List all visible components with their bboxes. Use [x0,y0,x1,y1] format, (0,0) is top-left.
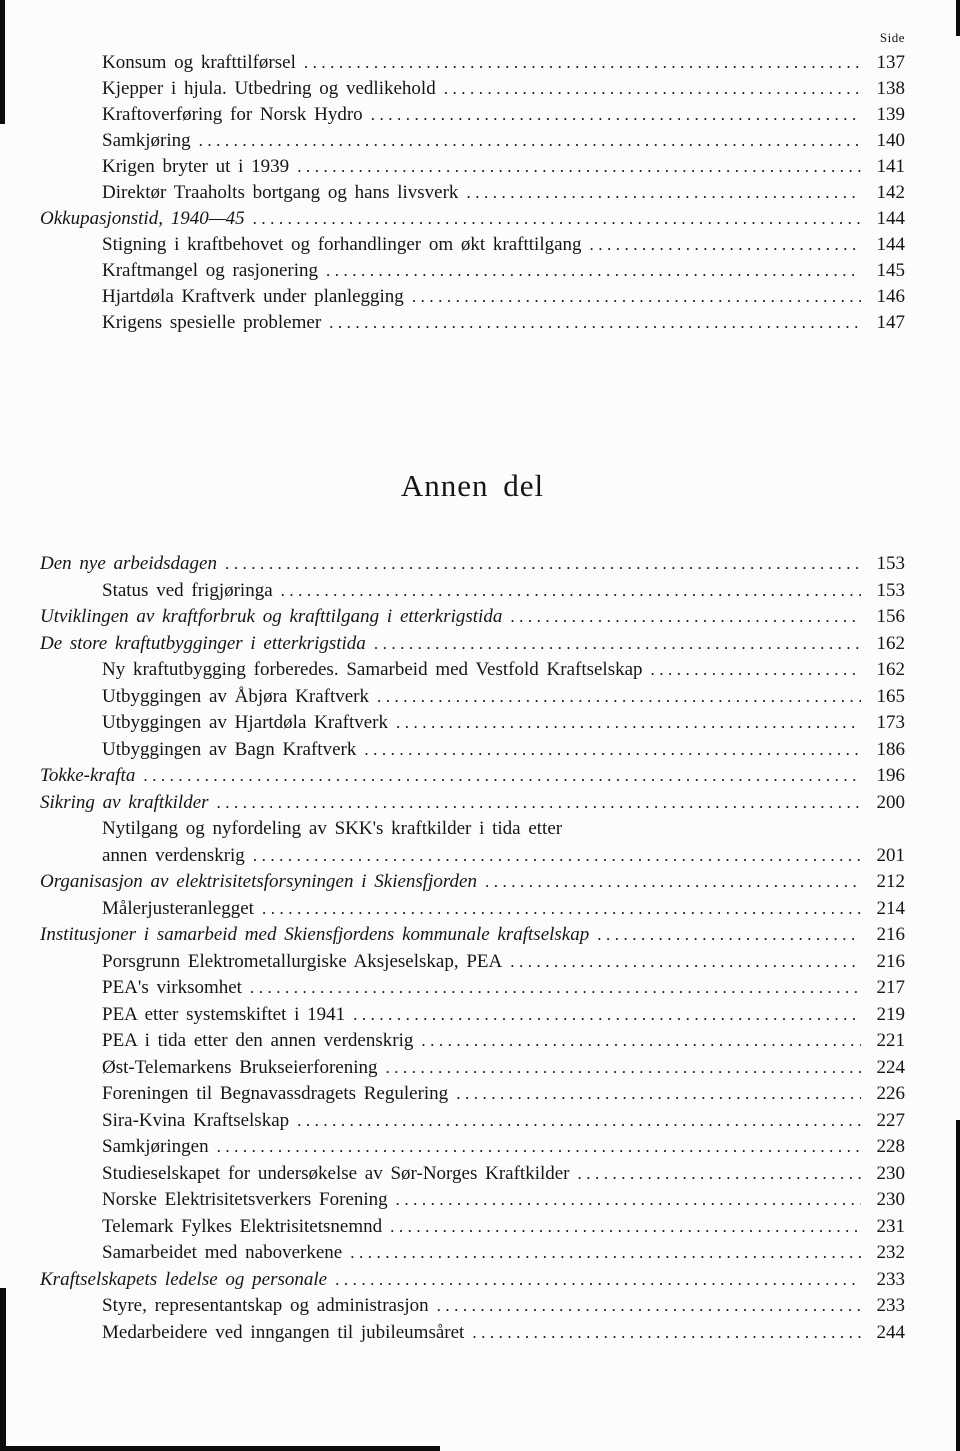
toc-entry-text: Utviklingen av kraftforbruk og krafttilgang i etterkrigstida [40,606,503,627]
toc-entry [40,1189,905,1216]
toc-entry [40,659,905,686]
toc-entry-text: Krigens spesielle problemer [102,312,322,333]
dot-leader [335,1269,861,1291]
toc-entry [40,1136,905,1163]
toc-entry-page: 146 [876,286,905,307]
dot-leader [590,234,861,256]
dot-leader [578,1163,861,1185]
toc-entry [40,1216,905,1243]
dot-leader [651,659,861,681]
toc-entry-text: Utbyggingen av Bagn Kraftverk [102,738,357,760]
toc-entry-page: 200 [876,791,905,813]
toc-entry [40,845,905,872]
dot-leader [329,312,861,334]
toc-entry-text: Institusjoner i samarbeid med Skiensfjordens kommunale kraftselskap [40,924,590,945]
dot-leader [386,1057,862,1079]
toc-entry-text: Norske Elektrisitetsverkers Forening [102,1189,388,1210]
toc-entry [40,1083,905,1110]
toc-entry [40,712,905,739]
toc-entry-text: Status ved frigjøringa [102,579,273,601]
toc-entry-page: 219 [876,1003,905,1025]
toc-entry [40,633,905,660]
toc-entry-text: PEA i tida etter den annen verdenskrig [102,1030,414,1051]
dot-leader [253,845,861,867]
toc-entry-text: Kjepper i hjula. Utbedring og vedlikehold [102,78,436,99]
page-column-header: Side [879,30,905,45]
toc-entry-page: 231 [876,1215,905,1237]
toc-entry [40,130,905,156]
toc-entry-page: 216 [876,950,905,972]
toc-entry-page: 153 [876,579,905,601]
toc-entry-page: 186 [876,738,905,760]
toc-entry-page: 140 [876,130,905,151]
toc-entry [40,765,905,792]
toc-entry [40,977,905,1004]
dot-leader [143,765,861,787]
dot-leader [371,104,861,126]
toc-entry [40,792,905,819]
toc-entry-page: 232 [876,1242,905,1263]
toc-section-part2 [40,553,905,1348]
dot-leader [199,130,861,152]
toc-entry-page: 233 [876,1295,905,1316]
toc-entry-text: Sikring av kraftkilder [40,791,209,813]
toc-entry-page: 196 [876,765,905,786]
toc-entry-text: PEA's virksomhet [102,977,242,998]
toc-entry [40,182,905,208]
toc-entry [40,818,905,845]
toc-entry-page: 145 [876,260,905,281]
toc-entry [40,1110,905,1137]
toc-entry-text: Medarbeidere ved inngangen til jubileumsåret [102,1321,465,1343]
toc-entry-page: 221 [876,1030,905,1051]
dot-leader [510,951,861,973]
dot-leader [225,553,861,575]
toc-entry-page: 138 [876,78,905,99]
dot-leader [353,1004,861,1026]
toc-entry-text: Telemark Fylkes Elektrisitetsnemnd [102,1215,383,1237]
toc-entry-text: Samkjøring [102,130,191,151]
dot-leader [250,977,861,999]
toc-entry-text: Direktør Traaholts bortgang og hans livsverk [102,182,459,203]
toc-entry-page: 230 [876,1162,905,1184]
toc-entry-page: 230 [876,1189,905,1210]
toc-entry [40,606,905,633]
dot-leader [412,286,861,308]
dot-leader [377,686,861,708]
toc-entry-text: Okkupasjonstid, 1940—45 [40,208,245,229]
dot-leader [364,739,861,761]
toc-entry [40,52,905,78]
scan-edge-artifact [956,0,960,36]
dot-leader [485,871,861,893]
dot-leader [444,78,861,100]
toc-entry [40,871,905,898]
toc-entry-text: Sira-Kvina Kraftselskap [102,1109,290,1131]
dot-leader [217,1136,861,1158]
dot-leader [374,633,861,655]
toc-entry-text: Krigen bryter ut i 1939 [102,156,290,177]
toc-entry [40,1057,905,1084]
toc-entry-page: 212 [876,871,905,892]
toc-entry [40,312,905,338]
toc-entry-page: 162 [876,659,905,680]
toc-entry-text: Kraftoverføring for Norsk Hydro [102,104,363,125]
toc-entry-text: Øst-Telemarkens Brukseierforening [102,1056,378,1078]
scan-edge-artifact [0,1288,6,1451]
section-heading: Annen del [400,468,545,503]
toc-entry-page: 165 [876,685,905,707]
dot-leader [396,712,861,734]
toc-entry [40,1004,905,1031]
toc-entry-page: 226 [876,1083,905,1104]
toc-entry-text: Samkjøringen [102,1136,209,1157]
toc-entry-page: 141 [876,156,905,177]
toc-entry-page: 147 [876,312,905,333]
toc-entry [40,1269,905,1296]
toc-entry-text: Nytilgang og nyfordeling av SKK's kraftkilder i tida etter [102,818,563,839]
dot-leader [390,1216,861,1238]
toc-entry-page: 173 [876,712,905,733]
dot-leader [456,1083,861,1105]
toc-entry-text: Utbyggingen av Åbjøra Kraftverk [102,685,370,707]
toc-entry-text: Styre, representantskap og administrasjon [102,1295,429,1316]
toc-entry-page: 217 [876,977,905,998]
scan-edge-artifact [0,0,5,124]
toc-entry-text: Målerjusteranlegget [102,897,254,919]
toc-entry-text: Tokke-krafta [40,765,136,786]
scan-edge-artifact [0,1446,440,1451]
toc-entry-page: 139 [876,104,905,125]
toc-entry [40,156,905,182]
toc-entry [40,1163,905,1190]
toc-entry-page: 216 [876,924,905,945]
toc-entry [40,1322,905,1349]
toc-entry-text: Samarbeidet med naboverkene [102,1242,343,1263]
toc-entry-text: Porsgrunn Elektrometallurgiske Aksjeselskap, PEA [102,950,503,972]
dot-leader [297,1110,861,1132]
toc-entry-page: 144 [876,234,905,255]
toc-entry [40,260,905,286]
toc-entry [40,686,905,713]
toc-entry [40,951,905,978]
toc-entry-page: 144 [876,208,905,229]
toc-entry-page: 153 [876,553,905,574]
toc-entry [40,104,905,130]
dot-leader [396,1189,861,1211]
dot-leader [304,52,861,74]
toc-entry [40,553,905,580]
dot-leader [437,1295,861,1317]
toc-entry [40,1242,905,1269]
toc-entry-page: 224 [876,1056,905,1078]
toc-entry-text: Stigning i kraftbehovet og forhandlinger om økt krafttilgang [102,234,582,255]
toc-entry-text: Den nye arbeidsdagen [40,553,217,574]
dot-leader [326,260,861,282]
toc-entry [40,898,905,925]
scan-edge-artifact [956,1120,960,1451]
toc-entry-page: 227 [876,1109,905,1131]
toc-entry-text: Foreningen til Begnavassdragets Regulering [102,1083,449,1104]
toc-entry [40,739,905,766]
toc-entry-text: Utbyggingen av Hjartdøla Kraftverk [102,712,388,733]
toc-entry-text: Hjartdøla Kraftverk under planlegging [102,286,404,307]
dot-leader [466,182,861,204]
toc-entry-text: Studieselskapet for undersøkelse av Sør-Norges Kraftkilder [102,1162,570,1184]
toc-entry [40,580,905,607]
dot-leader [217,792,861,814]
toc-section-part1 [40,52,905,338]
toc-entry [40,234,905,260]
dot-leader [262,898,861,920]
dot-leader [510,606,861,628]
dot-leader [281,580,861,602]
toc-entry-text: Konsum og krafttilførsel [102,52,296,73]
dot-leader [253,208,861,230]
toc-entry-text: PEA etter systemskiftet i 1941 [102,1003,346,1025]
toc-entry-text: Organisasjon av elektrisitetsforsyningen i Skiensfjorden [40,871,477,892]
toc-entry-text: Kraftmangel og rasjonering [102,260,318,281]
toc-entry [40,286,905,312]
toc-entry-page: 142 [876,182,905,203]
toc-entry-text: De store kraftutbygginger i etterkrigstida [40,632,366,654]
toc-entry-page: 228 [876,1136,905,1157]
dot-leader [350,1242,861,1264]
toc-entry [40,1030,905,1057]
toc-entry [40,924,905,951]
toc-entry [40,1295,905,1322]
toc-entry-page: 233 [876,1268,905,1290]
dot-leader [597,924,861,946]
toc-entry-page: 162 [876,632,905,654]
toc-entry [40,78,905,104]
dot-leader [472,1322,861,1344]
toc-entry-page: 244 [876,1321,905,1343]
toc-entry-page: 137 [876,52,905,73]
toc-entry-text: annen verdenskrig [102,844,245,866]
toc-entry-text: Kraftselskapets ledelse og personale [40,1268,328,1290]
dot-leader [421,1030,861,1052]
toc-entry [40,208,905,234]
dot-leader [297,156,861,178]
toc-entry-page: 201 [876,844,905,866]
toc-entry-page: 214 [876,897,905,919]
toc-entry-text: Ny kraftutbygging forberedes. Samarbeid med Vestfold Kraftselskap [102,659,643,680]
toc-entry-page: 156 [876,606,905,627]
